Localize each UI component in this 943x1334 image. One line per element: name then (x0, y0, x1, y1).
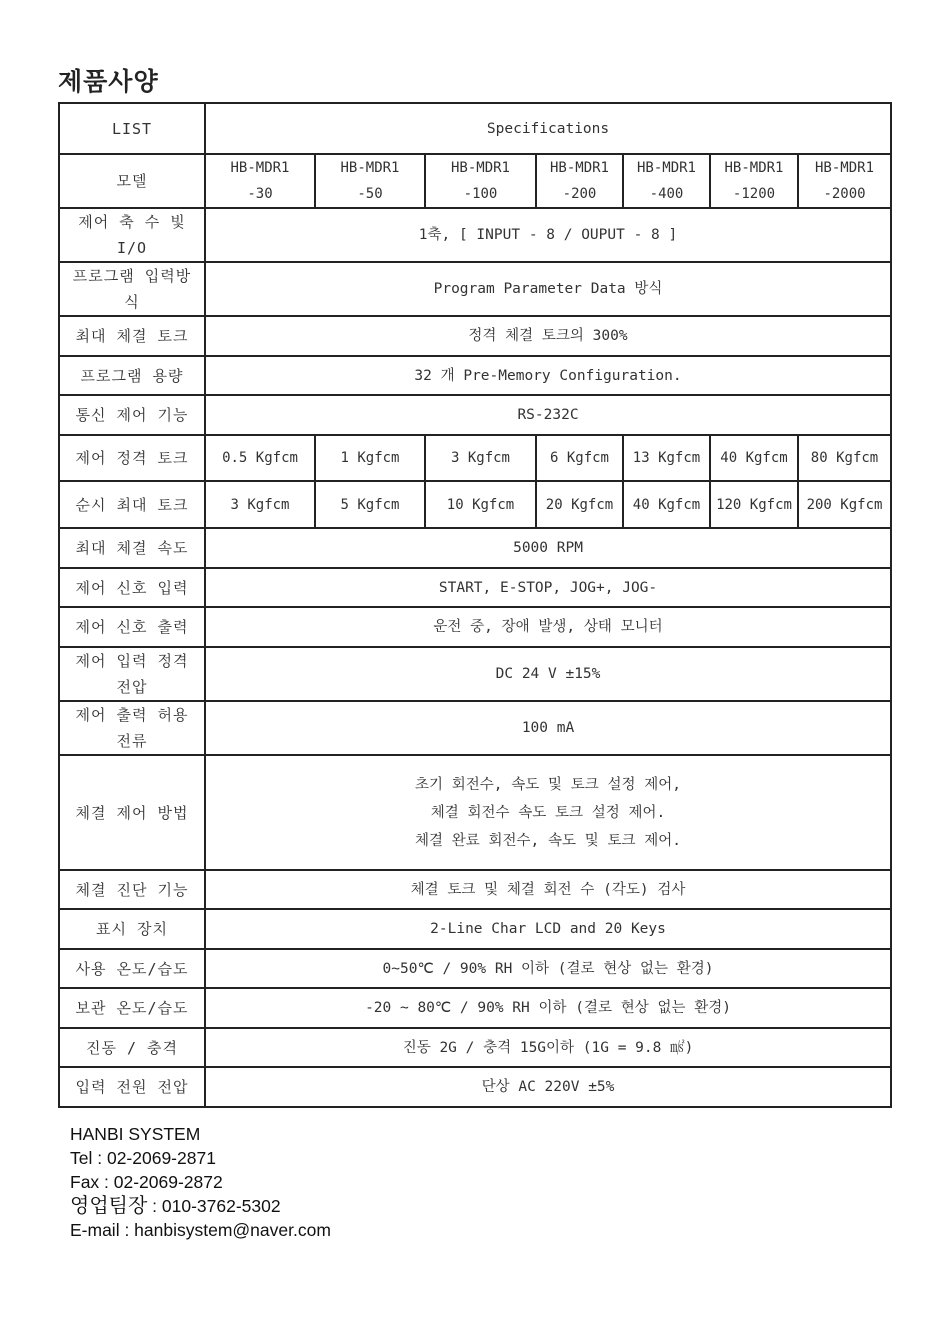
row-value: 5000 RPM (205, 528, 891, 568)
row-label: 진동 / 충격 (59, 1028, 205, 1067)
table-row (59, 262, 891, 316)
row-label: 최대 체결 토크 (59, 316, 205, 356)
row-label: 제어 축 수 빛 I/O (59, 208, 205, 262)
table-row (59, 208, 891, 262)
row-label: 최대 체결 속도 (59, 528, 205, 568)
torque-cell: 10 Kgfcm (425, 481, 536, 528)
row-label: 프로그램 용량 (59, 356, 205, 395)
row-label: 프로그램 입력방 식 (59, 262, 205, 316)
page-title: 제품사양 (58, 67, 159, 96)
table-row (59, 1067, 891, 1107)
row-value: -20 ~ 80℃ / 90% RH 이하 (결로 현상 없는 환경) (205, 988, 891, 1028)
row-value: RS-232C (205, 395, 891, 435)
row-label: 제어 정격 토크 (59, 435, 205, 481)
method-line: 체결 회전수 속도 토크 설정 제어. (430, 804, 666, 821)
row-value: 100 mA (205, 701, 891, 755)
email-line: E-mail : hanbisystem@naver.com (70, 1220, 331, 1240)
row-label: 순시 최대 토크 (59, 481, 205, 528)
torque-cell: 80 Kgfcm (798, 435, 891, 481)
row-label: 입력 전원 전압 (59, 1067, 205, 1107)
spec-header: Specifications (205, 103, 891, 154)
torque-cell: 120 Kgfcm (710, 481, 798, 528)
model-cell: HB-MDR1 -2000 (798, 154, 891, 208)
row-label: 체결 진단 기능 (59, 870, 205, 909)
table-row (59, 316, 891, 356)
row-label: 제어 신호 입력 (59, 568, 205, 607)
row-value: 32 개 Pre-Memory Configuration. (205, 356, 891, 395)
row-value (205, 755, 891, 870)
row-label: 제어 신호 출력 (59, 607, 205, 647)
manager-phone: : 010-3762-5302 (147, 1196, 281, 1216)
fax-line: Fax : 02-2069-2872 (70, 1172, 223, 1192)
torque-cell: 13 Kgfcm (623, 435, 710, 481)
model-cell: HB-MDR1 -400 (623, 154, 710, 208)
method-line: 체결 완료 회전수, 속도 및 토크 제어. (415, 832, 681, 849)
table-row (59, 356, 891, 395)
list-header: LIST (59, 103, 205, 154)
table-row (59, 568, 891, 607)
table-row (59, 909, 891, 949)
model-row (59, 154, 891, 208)
table-row (59, 755, 891, 870)
model-cell: HB-MDR1 -50 (315, 154, 425, 208)
table-row (59, 1028, 891, 1067)
table-row (59, 988, 891, 1028)
torque-cell: 5 Kgfcm (315, 481, 425, 528)
torque-cell: 20 Kgfcm (536, 481, 623, 528)
row-label: 제어 출력 허용 전류 (59, 701, 205, 755)
model-cell: HB-MDR1 -30 (205, 154, 315, 208)
table-row (59, 870, 891, 909)
row-label: 모델 (59, 154, 205, 208)
row-value: 체결 토크 및 체결 회전 수 (각도) 검사 (205, 870, 891, 909)
row-label: 체결 제어 방법 (59, 755, 205, 870)
row-value: DC 24 V ±15% (205, 647, 891, 701)
table-row (59, 481, 891, 528)
table-row (59, 528, 891, 568)
tel-line: Tel : 02-2069-2871 (70, 1148, 216, 1168)
row-value: 0~50℃ / 90% RH 이하 (결로 현상 없는 환경) (205, 949, 891, 988)
company-name: HANBI SYSTEM (70, 1124, 201, 1144)
contact-block (70, 1122, 331, 1242)
manager-line (70, 1194, 331, 1218)
torque-cell: 40 Kgfcm (710, 435, 798, 481)
row-value: 2-Line Char LCD and 20 Keys (205, 909, 891, 949)
table-row (59, 607, 891, 647)
row-label: 제어 입력 정격 전압 (59, 647, 205, 701)
row-value: 운전 중, 장애 발생, 상태 모니터 (205, 607, 891, 647)
torque-cell: 3 Kgfcm (205, 481, 315, 528)
row-value: START, E-STOP, JOG+, JOG- (205, 568, 891, 607)
row-value: Program Parameter Data 방식 (205, 262, 891, 316)
row-label: 보관 온도/습도 (59, 988, 205, 1028)
row-value: 진동 2G / 충격 15G이하 (1G = 9.8 ㎨) (205, 1028, 891, 1067)
row-value: 정격 체결 토크의 300% (205, 316, 891, 356)
torque-cell: 6 Kgfcm (536, 435, 623, 481)
row-label: 표시 장치 (59, 909, 205, 949)
table-row (59, 701, 891, 755)
table-header-row (59, 103, 891, 154)
torque-cell: 0.5 Kgfcm (205, 435, 315, 481)
row-label: 사용 온도/습도 (59, 949, 205, 988)
table-row (59, 647, 891, 701)
torque-cell: 40 Kgfcm (623, 481, 710, 528)
model-cell: HB-MDR1 -100 (425, 154, 536, 208)
row-value: 단상 AC 220V ±5% (205, 1067, 891, 1107)
model-cell: HB-MDR1 -1200 (710, 154, 798, 208)
spec-table (58, 102, 892, 1108)
manager-label: 영업팀장 (70, 1195, 148, 1217)
method-line: 초기 회전수, 속도 및 토크 설정 제어, (415, 776, 681, 793)
row-value: 1축, [ INPUT - 8 / OUPUT - 8 ] (205, 208, 891, 262)
torque-cell: 1 Kgfcm (315, 435, 425, 481)
table-row (59, 395, 891, 435)
row-label: 통신 제어 기능 (59, 395, 205, 435)
torque-cell: 200 Kgfcm (798, 481, 891, 528)
table-row (59, 435, 891, 481)
table-row (59, 949, 891, 988)
torque-cell: 3 Kgfcm (425, 435, 536, 481)
model-cell: HB-MDR1 -200 (536, 154, 623, 208)
